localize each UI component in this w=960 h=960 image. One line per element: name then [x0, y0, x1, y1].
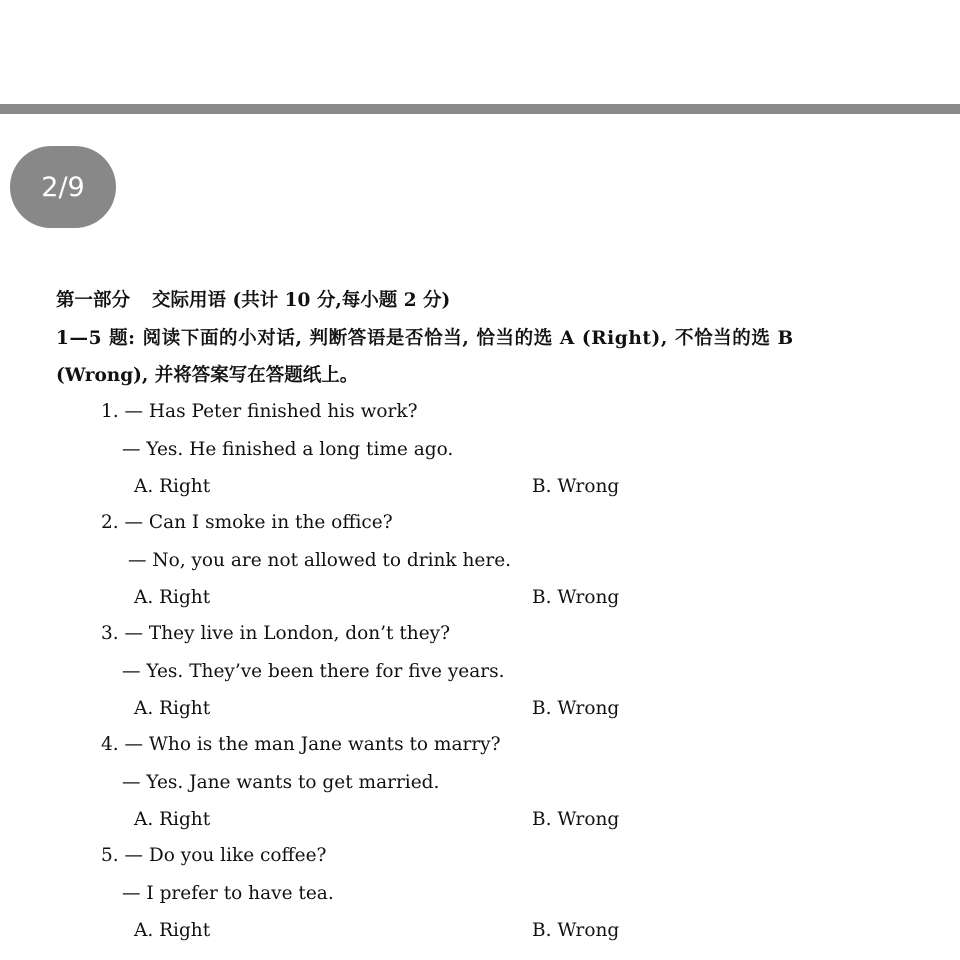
- question-4-option-a: A. Right: [134, 809, 211, 830]
- section-name: 交际用语 (共计 10 分,每小题 2 分): [152, 290, 451, 311]
- question-5-reply: — I prefer to have tea.: [122, 883, 334, 904]
- question-2-reply: — No, you are not allowed to drink here.: [128, 550, 512, 571]
- question-4-prompt: 4. — Who is the man Jane wants to marry?: [101, 734, 501, 755]
- question-3-prompt: 3. — They live in London, don’t they?: [101, 623, 451, 644]
- instructions-line-2: (Wrong), 并将答案写在答题纸上。: [56, 365, 359, 386]
- question-3-reply: — Yes. They’ve been there for five years.: [122, 661, 505, 682]
- question-1-prompt: 1. — Has Peter finished his work?: [101, 401, 418, 422]
- question-5-option-b: B. Wrong: [532, 920, 620, 941]
- question-4-reply: — Yes. Jane wants to get married.: [122, 772, 440, 793]
- section-title: [56, 289, 450, 313]
- question-1-option-b: B. Wrong: [532, 476, 620, 497]
- question-1-reply: — Yes. He finished a long time ago.: [122, 439, 454, 460]
- question-3-option-a: A. Right: [134, 698, 211, 719]
- question-5-option-a: A. Right: [134, 920, 211, 941]
- question-1-option-a: A. Right: [134, 476, 211, 497]
- question-4-option-b: B. Wrong: [532, 809, 620, 830]
- question-3-option-b: B. Wrong: [532, 698, 620, 719]
- question-2-prompt: 2. — Can I smoke in the office?: [101, 512, 393, 533]
- question-5-prompt: 5. — Do you like coffee?: [101, 845, 327, 866]
- question-2-option-a: A. Right: [134, 587, 211, 608]
- instructions-line-1: 1—5 题: 阅读下面的小对话, 判断答语是否恰当, 恰当的选 A (Right), 不恰当的选 B: [56, 328, 794, 349]
- question-2-option-b: B. Wrong: [532, 587, 620, 608]
- page-indicator[interactable]: 2/9: [10, 146, 116, 228]
- section-part: 第一部分: [56, 290, 131, 311]
